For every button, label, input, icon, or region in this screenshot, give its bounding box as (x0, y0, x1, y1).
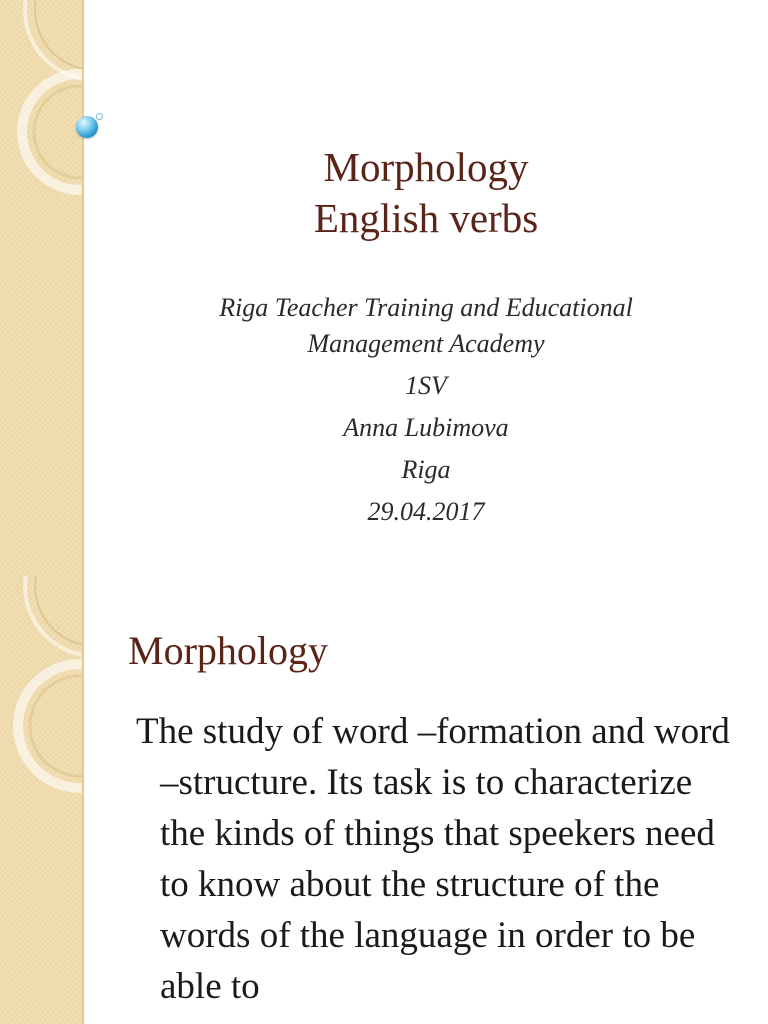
title-line-2: English verbs (313, 195, 539, 241)
author-name: Anna Lubimova (343, 413, 509, 442)
institution-line-1: Riga Teacher Training and Educational (219, 293, 633, 322)
city-name: Riga (401, 455, 451, 484)
presentation-date: 29.04.2017 (367, 497, 485, 526)
institution-line-2: Management Academy (307, 329, 545, 358)
group-code: 1SV (405, 371, 447, 400)
definition-paragraph: The study of word –formation and word –structure. Its task is to characterize the kinds of things that speekers need to know about the structure of the words of the language in order to be able to (136, 711, 730, 1007)
blue-bead-icon (76, 116, 98, 138)
decorative-rings (0, 576, 84, 1024)
title-line-1: Morphology (323, 144, 529, 190)
decorative-side-strip (0, 0, 84, 576)
decorative-side-strip (0, 576, 84, 1024)
body-text (136, 706, 746, 1012)
slide-subtitle (84, 290, 768, 530)
section-heading: Morphology (128, 628, 328, 673)
content-slide (0, 576, 768, 1024)
slide-title (84, 142, 768, 244)
small-ring-icon (96, 113, 103, 120)
decorative-rings (0, 0, 84, 576)
